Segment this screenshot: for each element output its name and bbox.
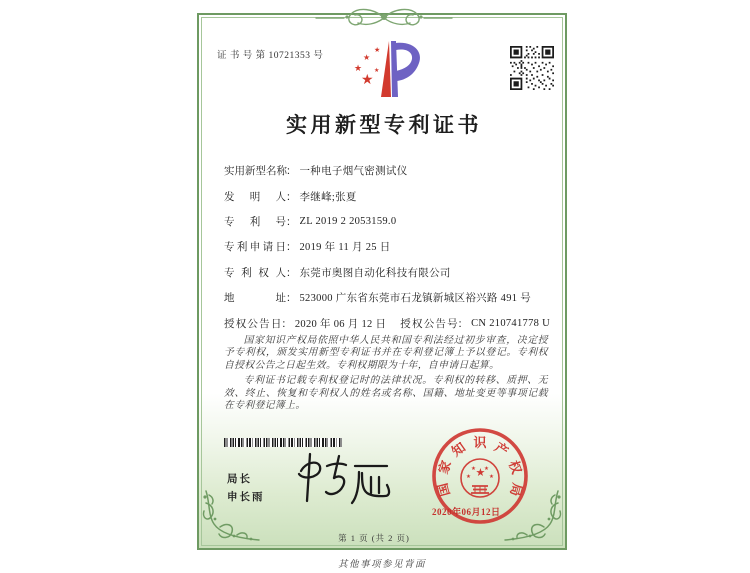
field-value: 李继峰;张夏 <box>299 191 357 203</box>
svg-text:权: 权 <box>505 458 525 476</box>
legal-text <box>224 335 548 415</box>
field-row-grant: 授权公告日 ： 2020 年 06 月 12 日 授权公告号 ： CN 210741778 U <box>224 317 550 330</box>
svg-text:★: ★ <box>484 466 489 472</box>
field-value: ZL 2019 2 2053159.0 <box>299 215 397 227</box>
field-value: 523000 广东省东莞市石龙镇新城区裕兴路 491 号 <box>299 293 532 305</box>
field-row-address: 地址 ： 523000 广东省东莞市石龙镇新城区裕兴路 491 号 <box>224 285 550 310</box>
svg-text:识: 识 <box>473 435 487 450</box>
field-label: 专利申请日 <box>224 242 286 254</box>
legal-paragraph: 专利证书记载专利权登记时的法律状况。专利权的转移、质押、无效、终止、恢复和专利权人的姓名或名称、国籍、地址变更等事项记载在专利登记簿上。 <box>224 375 548 412</box>
back-side-note: 其他事项参见背面 <box>337 560 426 570</box>
svg-text:家: 家 <box>435 458 455 476</box>
svg-text:★: ★ <box>475 466 486 479</box>
field-label: 专利号 <box>224 216 286 228</box>
field-label: 发明人 <box>224 191 286 203</box>
field-value: 一种电子烟气密测试仪 <box>299 166 408 178</box>
field-value: 2020 年 06 月 12 日 <box>294 318 387 330</box>
field-row-patent-number: 专利号 ： ZL 2019 2 2053159.0 <box>224 215 397 228</box>
barcode <box>224 438 342 447</box>
certificate-title: 实用新型专利证书 <box>286 113 482 137</box>
field-row-inventors: 发明人 ： 李继峰;张夏 <box>224 183 550 208</box>
field-value: 2019 年 11 月 25 日 <box>299 242 391 254</box>
top-flourish-ornament <box>314 4 454 34</box>
svg-text:国: 国 <box>434 481 453 498</box>
field-row-filing-date: 专利申请日 ： 2019 年 11 月 25 日 <box>224 234 550 259</box>
svg-text:★: ★ <box>374 46 381 54</box>
field-value: CN 210741778 U <box>471 317 550 329</box>
cnipa-patent-logo <box>351 39 427 103</box>
qr-code <box>510 46 554 90</box>
field-row-name: 实用新型名称 ： 一种电子烟气密测试仪 <box>224 158 550 183</box>
director-name: 申长雨 <box>227 491 265 503</box>
svg-text:★: ★ <box>466 474 471 480</box>
logo-red-triangle <box>381 41 391 97</box>
page-number: 第 1 页 (共 2 页) <box>338 533 410 543</box>
svg-text:★: ★ <box>489 474 494 480</box>
svg-text:产: 产 <box>491 439 512 460</box>
certificate-fields <box>224 158 550 336</box>
svg-text:★: ★ <box>363 53 371 62</box>
field-label: 授权公告日 <box>224 318 282 330</box>
corner-flourish-bottom-right <box>501 489 563 545</box>
svg-text:知: 知 <box>448 439 469 460</box>
field-value: 东莞市奥图自动化科技有限公司 <box>299 267 451 279</box>
svg-text:局: 局 <box>507 481 526 498</box>
field-label: 实用新型名称 <box>224 166 287 178</box>
svg-text:★: ★ <box>374 67 380 74</box>
svg-text:★: ★ <box>471 466 476 472</box>
svg-text:★: ★ <box>361 72 374 88</box>
director-signature <box>287 451 397 511</box>
field-label: 专利权人 <box>224 267 286 279</box>
svg-text:★: ★ <box>354 64 363 74</box>
legal-paragraph: 国家知识产权局依照中华人民共和国专利法经过初步审查，决定授予专利权，颁发实用新型专利证书并在专利登记簿上予以登记。专利权自授权公告之日起生效。专利权期限为十年，自申请日起算。 <box>224 335 548 371</box>
director-title: 局长 <box>227 473 252 485</box>
field-label: 地址 <box>224 293 286 305</box>
certificate-page <box>197 13 567 550</box>
seal-date: 2020年06月12日 <box>432 507 501 517</box>
corner-flourish-bottom-left <box>201 489 263 545</box>
seal-stars <box>466 466 494 480</box>
field-label: 授权公告号 <box>400 318 458 330</box>
field-row-patentee: 专利权人 ： 东莞市奥图自动化科技有限公司 <box>224 260 550 285</box>
certificate-number: 证 书 号 第 10721353 号 <box>217 51 324 61</box>
